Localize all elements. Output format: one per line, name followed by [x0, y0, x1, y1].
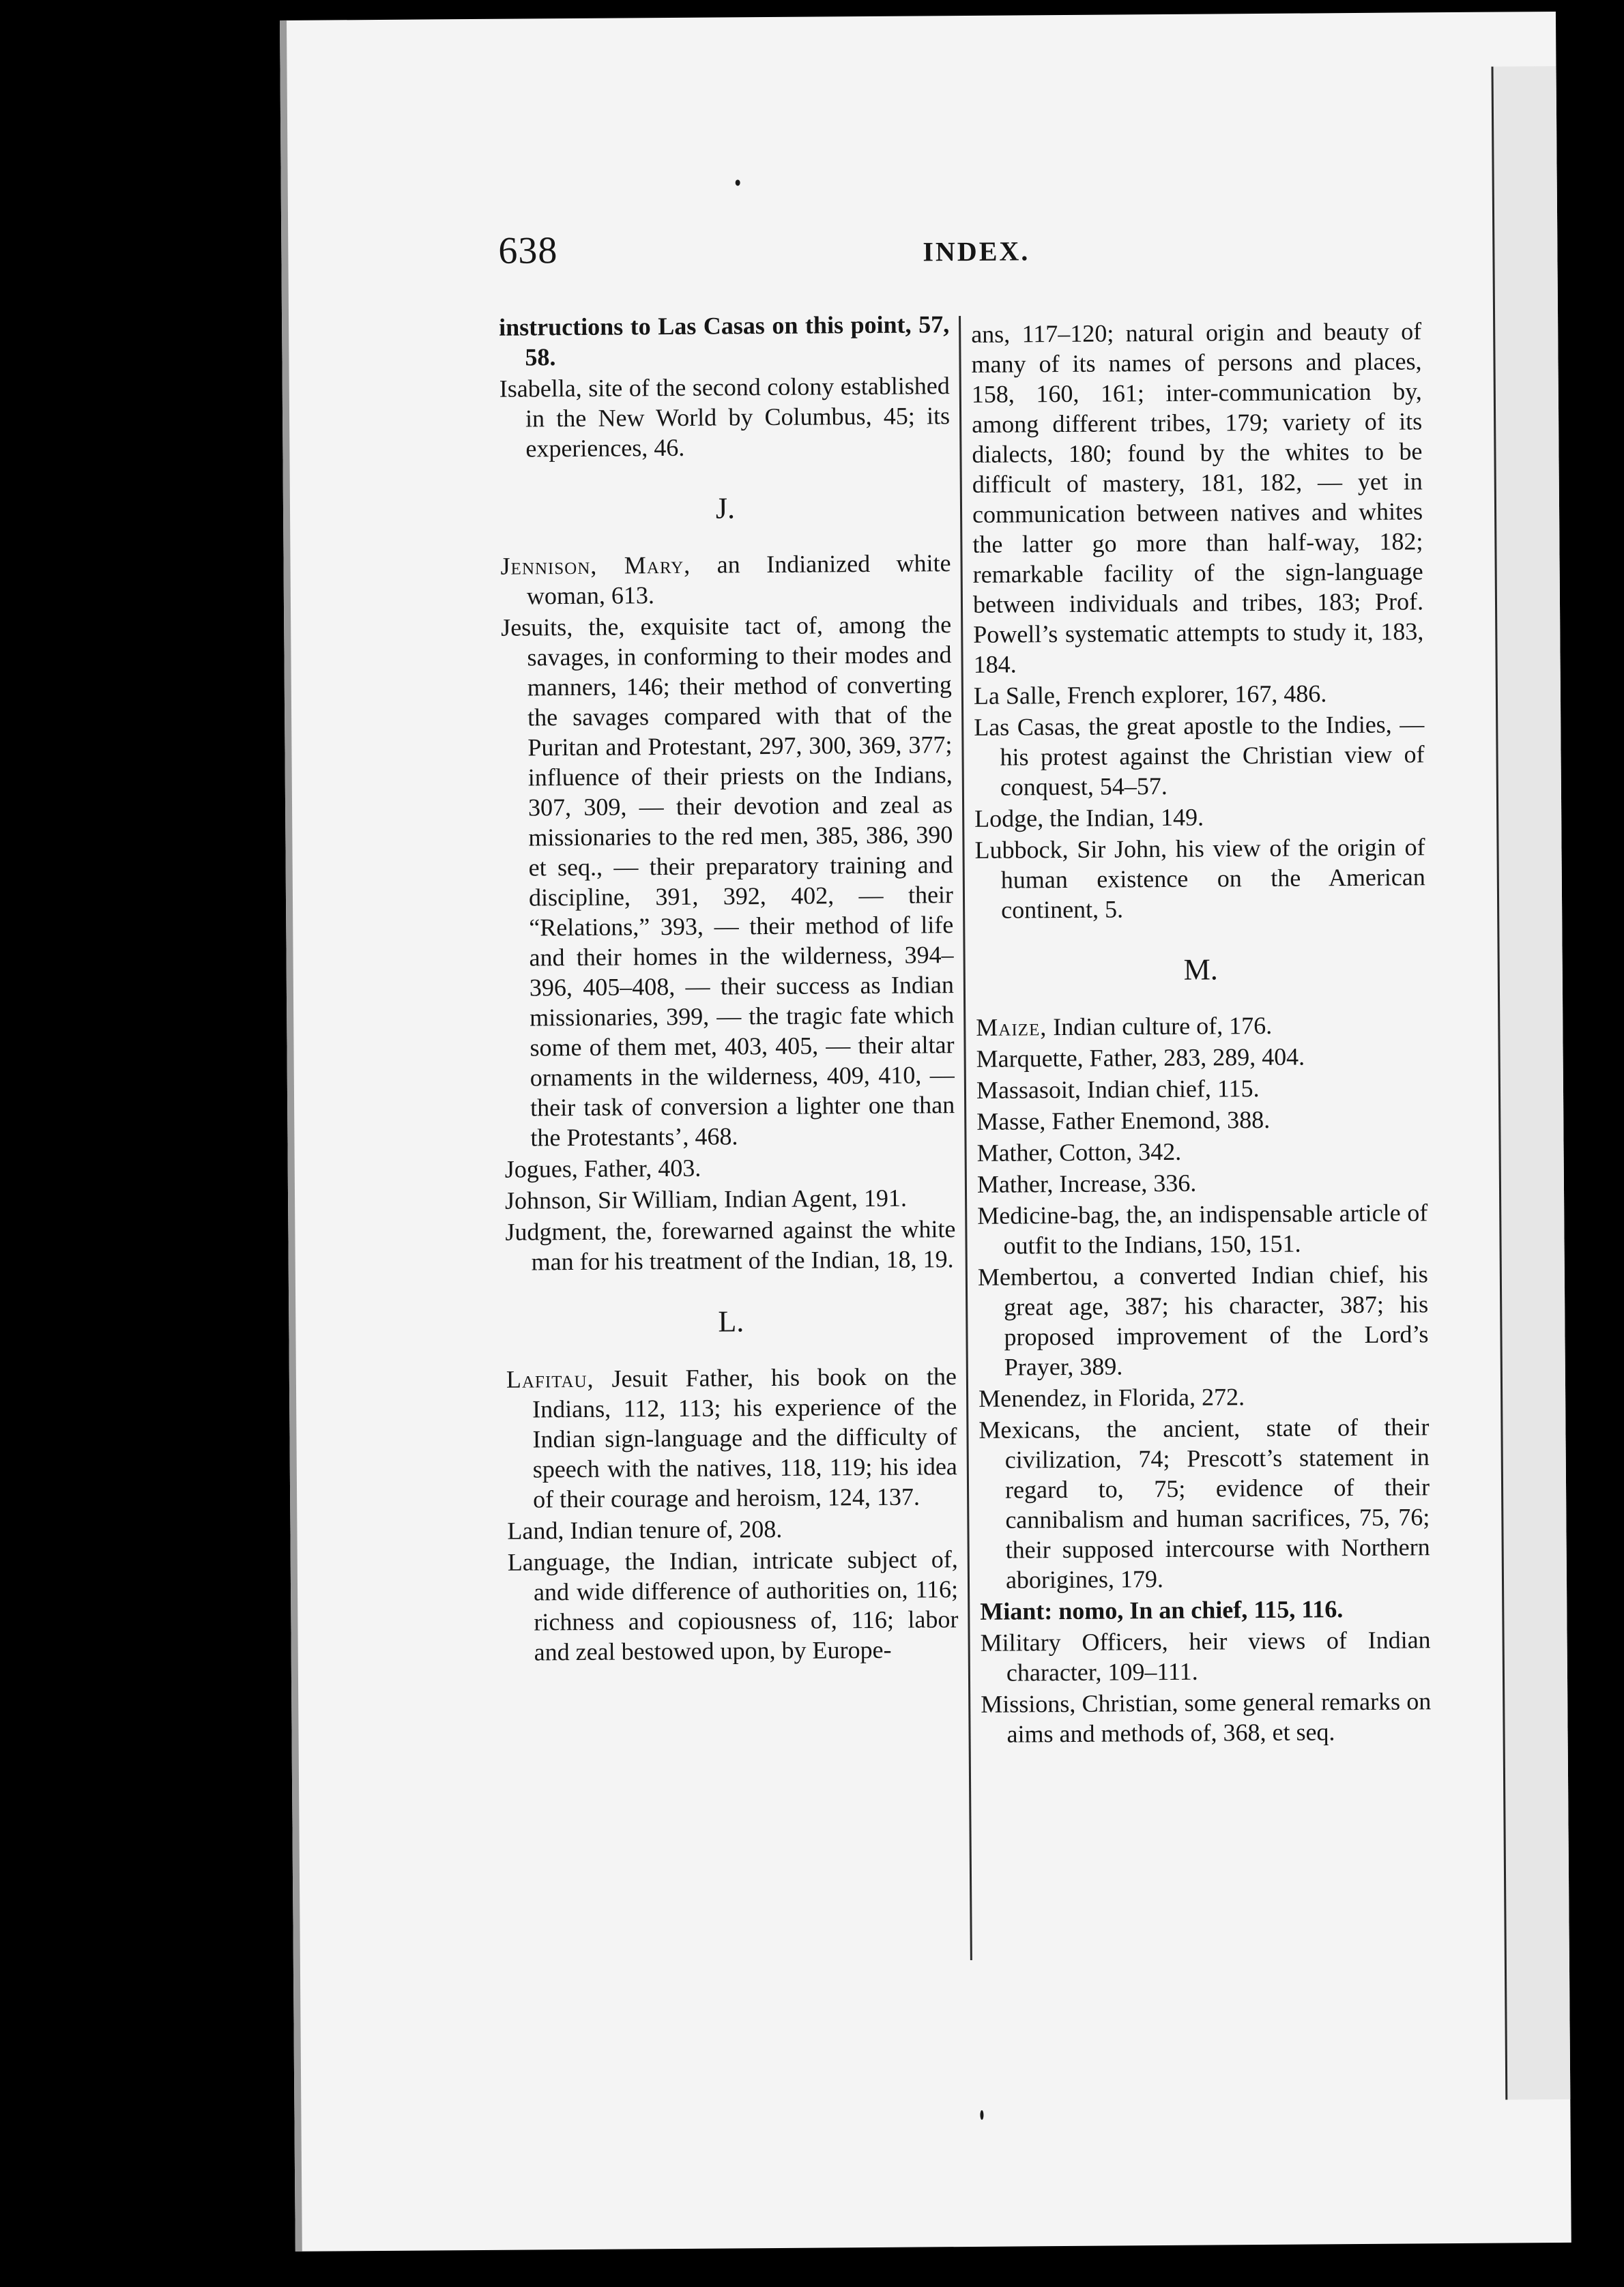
index-entry [976, 1103, 1427, 1137]
index-entry [501, 609, 955, 1153]
entry-text: Medicine-bag, the, an indispensable article of outfit to the Indians, 150, 151. [977, 1199, 1428, 1259]
index-entry [978, 1412, 1430, 1595]
entry-text: La Salle, French explorer, 167, 486. [973, 680, 1327, 710]
index-entry [505, 1151, 955, 1184]
section-letter-m: M. [1183, 952, 1218, 987]
entry-text: Land, Indian tenure of, 208. [507, 1515, 783, 1545]
entry-text: Johnson, Sir William, Indian Agent, 191. [504, 1184, 908, 1214]
index-entry [500, 548, 951, 611]
ink-speck [736, 179, 740, 186]
index-entry [978, 1380, 1429, 1414]
entry-text: Membertou, a converted Indian chief, his great age, 387; his character, 387; his proposed improvement of the Lord’s Prayer, 389. [977, 1260, 1429, 1381]
book-page [280, 12, 1571, 2252]
running-head: INDEX. [923, 235, 1030, 267]
page-number: 638 [498, 229, 558, 272]
index-entry [976, 1072, 1427, 1105]
section-letter-j: J. [715, 491, 736, 525]
entry-text: Marquette, Father, 283, 289, 404. [976, 1043, 1305, 1073]
gutter-shadow [280, 20, 302, 2252]
entry-text: ans, 117–120; natural origin and beauty of many of its names of persons and places, 158, 160, 161; inter-communication by, among different tribes, 179; variety of its dialects, 180; found by the whites to be difficult of mastery, 181, 182, — yet in communication between natives and whites the latter go more than half-way, 182; remarkable facility of the sign-language between individuals and tribes, 183; Prof. Powell’s systematic attempts to study it, 183, 184. [971, 317, 1424, 678]
index-entry [974, 709, 1425, 802]
entry-text: Jesuits, the, exquisite tact of, among the savages, in conforming to their modes and manners, 146; their method of converting the savages compared with that of the Puritan and Protestant, 297, 300, 369, 377; influence of their priests on the Indians, 307, 309, — their devotion and zeal as missionaries to the red men, 385, 386, 390 et seq., — their preparatory training and discipline, 391, 392, 402, — their “Relations,” 393, — their method of life and their homes in the wilderness, 394–396, 405–408, — their success as Indian missionaries, 399, — the tragic fate which some of them met, 403, 405, — their altar ornaments in the wilderness, 409, 410, — their task of conversion a lighter one than the Protestants’, 468. [501, 611, 955, 1152]
entry-text: instructions to Las Casas on this point, 57, 58. [499, 310, 950, 371]
index-entry [505, 1214, 956, 1277]
entry-head: Jennison, Mary, [500, 551, 691, 580]
entry-text: Indian culture of, 176. [1047, 1011, 1273, 1041]
entry-text: Jogues, Father, 403. [504, 1154, 701, 1183]
index-entry [976, 1040, 1426, 1074]
index-entry [974, 832, 1425, 925]
index-entry [980, 1593, 1430, 1627]
index-entry [506, 1361, 958, 1515]
entry-text: Language, the Indian, intricate subject of, and wide difference of authorities on, 116; richness and copiousness of, 116; labor and zeal bestowed upon, by Europe- [507, 1545, 959, 1666]
entry-text: Jesuit Father, his book on the Indians, 112, 113; his experience of the Indian sign-language and the difficulty of speech with the natives, 118, 119; his idea of their courage and heroism, 124, 137. [532, 1363, 957, 1513]
left-column [499, 309, 959, 1669]
index-entry [505, 1182, 955, 1216]
entry-text: Massasoit, Indian chief, 115. [976, 1075, 1260, 1104]
section-letter-l: L. [718, 1305, 744, 1339]
entry-text: Lubbock, Sir John, his view of the origin of human existence on the American continent, 5. [974, 833, 1425, 924]
column-rule [959, 316, 972, 1960]
entry-head: Maize, [976, 1013, 1047, 1041]
right-column [971, 316, 1432, 1751]
index-entry [499, 309, 950, 373]
index-entry [974, 678, 1424, 711]
index-entry [976, 1135, 1427, 1168]
index-entry [978, 1259, 1429, 1382]
facing-page-edge [1492, 66, 1571, 2100]
entry-text: Military Officers, heir views of Indian character, 109–111. [980, 1626, 1431, 1687]
entry-text: Isabella, site of the second colony established in the New World by Columbus, 45; its experiences, 46. [499, 372, 951, 463]
entry-head: Lafitau, [506, 1365, 594, 1393]
entry-text: Judgment, the, forewarned against the white man for his treatment of the Indian, 18, 19. [505, 1215, 956, 1276]
index-entry [977, 1197, 1428, 1261]
entry-text: Lodge, the Indian, 149. [974, 803, 1204, 832]
entry-text: Mexicans, the ancient, state of their civilization, 74; Prescott’s statement in regard to, 75; evidence of their cannibalism and human sacrifices, 75, 76; their supposed intercourse with Northern aborigines, 179. [978, 1413, 1430, 1594]
entry-text: Menendez, in Florida, 272. [978, 1383, 1245, 1412]
index-entry-continuation [971, 316, 1424, 680]
index-entry [507, 1513, 957, 1546]
entry-text: Masse, Father Enemond, 388. [976, 1105, 1271, 1135]
index-entry [977, 1166, 1427, 1199]
index-entry [981, 1686, 1432, 1749]
index-entry [980, 1625, 1431, 1688]
entry-text: Miant: nomo, In an chief, 115, 116. [980, 1595, 1344, 1625]
index-entry [499, 370, 951, 464]
entry-text: an Indianized white woman, 613. [526, 549, 951, 610]
index-entry [974, 800, 1425, 834]
index-entry [508, 1544, 959, 1667]
entry-text: Missions, Christian, some general remarks on aims and methods of, 368, et seq. [981, 1687, 1432, 1748]
entry-text: Las Casas, the great apostle to the Indies, — his protest against the Christian view of conquest, 54–57. [974, 710, 1425, 801]
index-entry [976, 1009, 1426, 1043]
ink-speck [980, 2110, 983, 2120]
entry-text: Mather, Increase, 336. [976, 1169, 1197, 1198]
entry-text: Mather, Cotton, 342. [976, 1137, 1182, 1167]
